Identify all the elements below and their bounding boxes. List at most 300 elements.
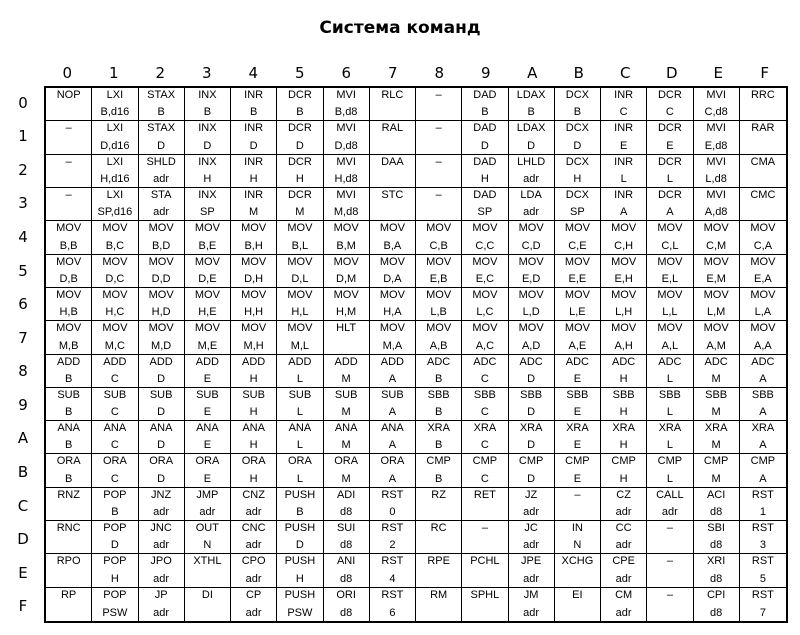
opcode-cell [185,521,231,554]
mnemonic: PUSH [284,522,316,535]
opcode-cell [509,121,555,154]
opcode-cell [694,288,740,321]
mnemonic: INR [244,188,264,201]
operand: PSW [287,607,313,619]
mnemonic: PUSH [284,588,316,601]
mnemonic: MOV [750,288,776,301]
mnemonic: CMA [750,155,776,168]
mnemonic: ORA [334,455,359,468]
operand: B [111,506,119,519]
mnemonic: CMP [657,455,683,468]
opcode-cell [231,321,277,354]
operand: B [573,106,582,119]
opcode-cell [694,221,740,254]
mnemonic: JNZ [151,488,172,501]
mnemonic: – [666,555,673,568]
mnemonic: MOV [379,288,405,301]
mnemonic: MOV [194,222,220,235]
opcode-cell [694,88,740,121]
mnemonic: MVI [706,188,726,201]
mnemonic: MOV [56,322,82,335]
operand: A [759,439,767,452]
opcode-cell [231,454,277,487]
opcode-cell [601,421,647,454]
opcode-cell [46,221,92,254]
opcode-cell [740,88,786,121]
mnemonic: MOV [518,255,544,268]
opcode-cell [370,121,416,154]
operand: D [203,139,212,152]
column-header: D [665,64,678,82]
column-header: 1 [108,64,119,82]
mnemonic: – [65,155,72,168]
operand: B [64,472,73,485]
column-header: F [760,64,770,82]
operand: B [434,439,443,452]
mnemonic: MOV [148,255,174,268]
mnemonic: DAD [473,155,497,168]
mnemonic: MOV [472,222,498,235]
opcode-cell [555,388,601,421]
row-header: 7 [18,328,28,347]
operand: D [573,139,582,152]
operand: B,d16 [100,106,130,119]
operand: A,C [475,339,495,352]
mnemonic: INR [614,89,634,101]
opcode-cell [277,88,323,121]
operand: 5 [759,572,766,585]
operand: C,D [521,239,541,252]
row-header: 4 [18,228,28,247]
opcode-cell [509,88,555,121]
row-header: 9 [18,395,28,414]
opcode-cell [324,321,370,354]
operand: 2 [389,539,396,552]
operand: D [527,372,536,385]
opcode-cell [555,355,601,388]
operand: L,C [476,306,494,319]
operand: H,d16 [100,172,130,185]
mnemonic: DCR [657,122,682,135]
mnemonic: RNC [56,522,81,535]
operand: M [711,372,721,385]
mnemonic: XRA [612,422,635,435]
mnemonic: STAX [147,122,176,135]
mnemonic: MOV [750,222,776,235]
opcode-cell [324,554,370,587]
mnemonic: – [666,588,673,601]
opcode-cell [740,121,786,154]
operand: L,E [569,306,586,319]
mnemonic: ADC [473,355,497,368]
opcode-cell [509,554,555,587]
operand: E [203,472,212,485]
opcode-cell [46,255,92,288]
operand: L [666,172,673,185]
operand: D,d16 [100,139,130,152]
operand: adr [615,572,632,585]
opcode-cell [601,588,647,621]
mnemonic: DAD [473,122,497,135]
operand: A [619,206,628,219]
operand: H,L [291,306,309,319]
opcode-cell [370,388,416,421]
opcode-cell [277,188,323,221]
operand: D [527,406,536,419]
opcode-cell [139,388,185,421]
mnemonic: DAD [473,89,497,101]
mnemonic: RST [751,522,774,535]
operand: B,D [151,239,171,252]
mnemonic: MOV [194,288,220,301]
operand: L,H [615,306,633,319]
mnemonic: RPO [56,555,81,568]
mnemonic: SBB [427,388,450,401]
operand: C [480,439,489,452]
mnemonic: MOV [426,255,452,268]
mnemonic: JM [523,588,539,601]
mnemonic: XRA [519,422,543,435]
mnemonic: JPE [521,555,542,568]
opcode-cell [462,588,508,621]
operand: PSW [102,607,128,619]
operand: d8 [710,607,723,619]
opcode-cell [462,188,508,221]
opcode-cell [324,488,370,521]
mnemonic: SPHL [470,588,500,601]
mnemonic: CMP [565,455,590,468]
operand: adr [523,206,540,219]
opcode-cell [231,121,277,154]
operand: H,D [151,306,171,319]
opcode-cell [555,155,601,188]
opcode-cell [555,521,601,554]
mnemonic: MOV [703,255,729,268]
opcode-cell [740,454,786,487]
operand: C,d8 [704,106,728,119]
operand: adr [615,506,632,519]
mnemonic: ADC [565,355,589,368]
operand: E [666,139,674,152]
operand: d8 [340,607,353,619]
row-header: 3 [18,194,28,213]
operand: M,C [104,339,125,352]
opcode-cell [694,355,740,388]
mnemonic: SBB [612,388,635,401]
mnemonic: CMP [611,455,636,468]
mnemonic: CP [245,588,262,601]
operand: E [573,472,582,485]
operand: L,A [754,306,772,319]
operand: M,A [382,339,403,352]
mnemonic: MOV [472,322,498,335]
opcode-cell [92,355,138,388]
opcode-cell [601,155,647,188]
operand: M,B [58,339,79,352]
mnemonic: RP [60,588,77,601]
row-header: F [18,597,28,616]
opcode-cell [462,221,508,254]
opcode-cell [509,188,555,221]
mnemonic: MVI [336,89,356,101]
operand: A [388,439,397,452]
mnemonic: RZ [431,488,446,501]
mnemonic: XTHL [193,555,222,568]
opcode-cell [231,221,277,254]
opcode-cell [277,321,323,354]
opcode-cell [46,454,92,487]
mnemonic: MOV [148,322,174,335]
operand: E,A [754,272,772,285]
mnemonic: – [666,522,673,535]
operand: adr [523,172,540,185]
opcode-cell [509,321,555,354]
opcode-cell [370,355,416,388]
mnemonic: SUB [288,388,312,401]
operand: M,H [243,339,264,352]
mnemonic: MOV [56,222,82,235]
opcode-cell [92,521,138,554]
operand: B [249,106,258,119]
column-header: 9 [480,64,491,82]
opcode-cell [740,255,786,288]
operand: B,M [336,239,356,252]
mnemonic: ANA [196,422,219,435]
opcode-cell [231,355,277,388]
opcode-cell [601,221,647,254]
opcode-cell [647,554,693,587]
opcode-cell [416,388,462,421]
opcode-cell [462,388,508,421]
opcode-cell [185,488,231,521]
mnemonic: RM [430,588,448,601]
opcode-cell [647,255,693,288]
mnemonic: SBB [751,388,774,401]
operand: M [341,406,351,419]
opcode-cell [740,288,786,321]
opcode-cell [601,355,647,388]
mnemonic: MOV [379,255,405,268]
mnemonic: POP [103,488,127,501]
mnemonic: LXI [106,89,124,101]
operand: H [295,572,304,585]
mnemonic: HLT [336,322,357,335]
opcode-cell [231,88,277,121]
mnemonic: INR [244,89,264,101]
opcode-cell [139,321,185,354]
operand: adr [153,539,170,552]
opcode-cell [185,155,231,188]
opcode-cell [324,255,370,288]
opcode-cell [231,521,277,554]
operand: H [573,172,582,185]
operand: B,d8 [334,106,358,119]
mnemonic: JC [524,522,538,535]
operand: E [573,406,582,419]
mnemonic: SUB [57,388,80,401]
opcode-cell [277,121,323,154]
mnemonic: MOV [287,322,313,335]
opcode-cell [139,355,185,388]
operand: 0 [389,506,396,519]
mnemonic: CPO [241,555,266,568]
opcode-cell [92,155,138,188]
opcode-cell [462,255,508,288]
mnemonic: MOV [333,255,359,268]
operand: C [480,372,489,385]
operand: D,M [336,272,357,285]
operand: E [573,372,582,385]
operand: L [296,372,303,385]
mnemonic: INX [198,155,217,168]
operand: adr [661,506,678,519]
operand: A,E [568,339,587,352]
column-header: 8 [434,64,445,82]
instruction-table [44,86,788,623]
operand: D,E [198,272,217,285]
opcode-cell [462,321,508,354]
operand: adr [153,206,170,219]
opcode-cell [324,288,370,321]
mnemonic: DCR [287,155,312,168]
mnemonic: POP [103,522,127,535]
mnemonic: JZ [525,488,538,501]
operand: H [480,172,489,185]
operand: H,E [198,306,217,319]
operand: adr [199,506,216,519]
opcode-cell [324,221,370,254]
operand: M,L [290,339,310,352]
opcode-cell [139,188,185,221]
operand: C,H [614,239,634,252]
opcode-cell [277,255,323,288]
row-header: D [17,530,29,549]
operand: C [110,472,119,485]
mnemonic: ADD [334,355,358,368]
operand: B,A [383,239,402,252]
mnemonic: ANA [57,422,80,435]
opcode-cell [416,554,462,587]
opcode-cell [277,454,323,487]
operand: M [341,439,351,452]
mnemonic: POP [103,588,127,601]
mnemonic: CNZ [242,488,265,501]
mnemonic: RST [751,555,774,568]
operand: SP [200,206,215,219]
mnemonic: – [435,188,442,201]
mnemonic: SBB [705,388,728,401]
mnemonic: RAL [381,122,404,135]
opcode-cell [462,288,508,321]
operand: L,B [430,306,447,319]
mnemonic: MOV [333,288,359,301]
operand: H,C [105,306,125,319]
mnemonic: PCHL [470,555,500,568]
operand: adr [523,572,540,585]
mnemonic: MOV [564,288,590,301]
opcode-cell [185,188,231,221]
mnemonic: MOV [611,255,637,268]
mnemonic: IN [571,522,583,535]
operand: E,B [429,272,448,285]
mnemonic: MOV [379,322,405,335]
mnemonic: RRC [750,89,775,101]
operand: D [157,472,166,485]
mnemonic: SBB [566,388,589,401]
operand: H [249,439,258,452]
column-header-row [44,62,788,84]
operand: M [295,206,305,219]
row-header: 5 [18,261,28,280]
column-header: 7 [387,64,398,82]
operand: H [249,372,258,385]
opcode-cell [509,421,555,454]
opcode-cell [555,488,601,521]
operand: adr [245,607,262,619]
mnemonic: CPE [612,555,635,568]
opcode-cell [139,155,185,188]
operand: C [110,406,119,419]
operand: A,L [661,339,679,352]
opcode-cell [139,121,185,154]
operand: N [573,539,582,552]
operand: D,d8 [334,139,358,152]
operand: E,C [475,272,495,285]
mnemonic: XRA [427,422,450,435]
operand: B [481,106,489,119]
opcode-cell [601,255,647,288]
opcode-cell [139,288,185,321]
operand: H,M [336,306,357,319]
mnemonic: MVI [336,122,356,135]
opcode-cell [647,388,693,421]
operand: A [759,372,767,385]
opcode-cell [324,355,370,388]
opcode-cell [185,388,231,421]
mnemonic: MOV [426,222,452,235]
operand: B [434,406,443,419]
operand: H,H [244,306,264,319]
opcode-cell [462,121,508,154]
row-header: 1 [18,127,28,146]
opcode-cell [462,521,508,554]
operand: H,A [383,306,402,319]
mnemonic: RST [381,588,404,601]
opcode-cell [694,488,740,521]
mnemonic: MOV [148,288,174,301]
opcode-cell [370,155,416,188]
mnemonic: – [574,488,581,501]
opcode-cell [740,421,786,454]
opcode-cell [555,188,601,221]
opcode-cell [139,454,185,487]
opcode-cell [231,421,277,454]
mnemonic: MOV [657,255,683,268]
operand: SP [570,206,585,219]
mnemonic: SBB [658,388,681,401]
mnemonic: XCHG [561,555,594,568]
operand: SP,d16 [97,206,133,219]
opcode-cell [46,88,92,121]
mnemonic: INX [198,89,217,101]
mnemonic: JP [154,588,168,601]
opcode-cell [555,321,601,354]
operand: L [296,439,303,452]
opcode-cell [555,588,601,621]
opcode-cell [139,88,185,121]
mnemonic: DI [201,588,213,601]
operand: D [295,539,304,552]
